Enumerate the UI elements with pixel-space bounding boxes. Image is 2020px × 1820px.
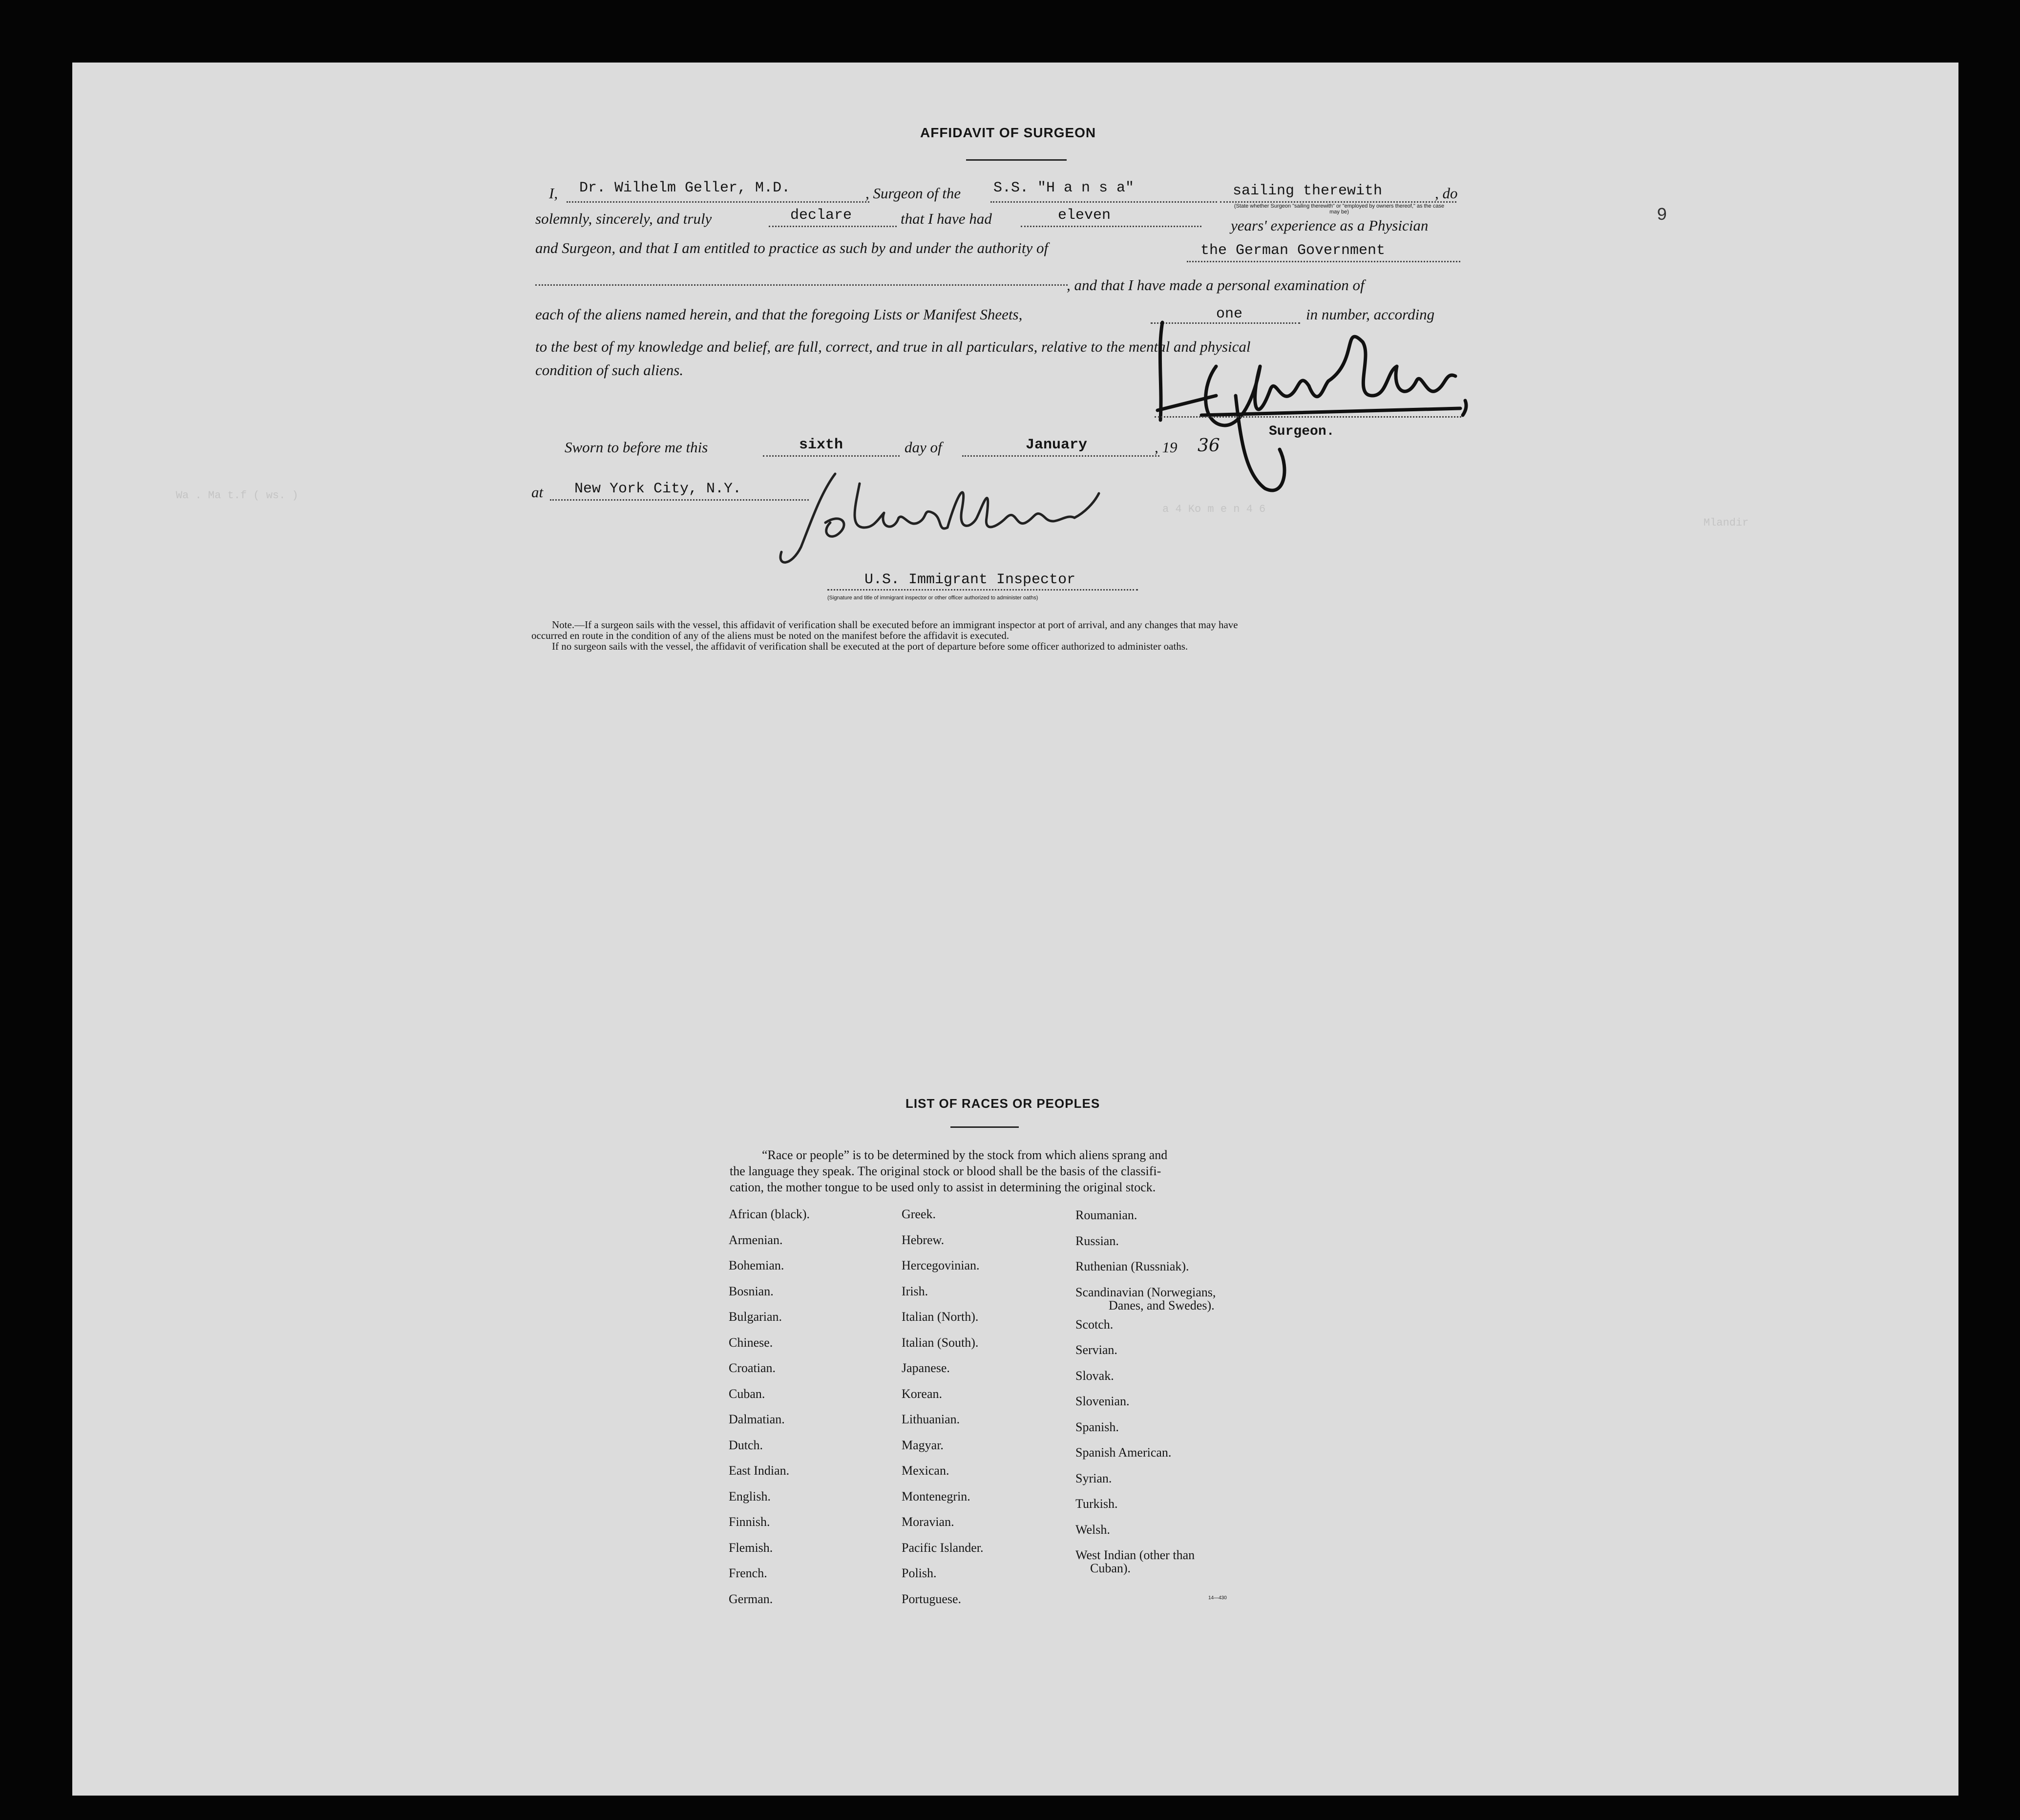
inspector-line [827, 589, 1138, 591]
races-list-column-3 [1075, 1203, 1216, 1575]
race-item: Bohemian. [729, 1258, 784, 1272]
bleed-through-text: a 4 Ko m e n 4 6 [1162, 503, 1266, 515]
line7: condition of such aliens. [535, 361, 684, 379]
note-line-2: occurred en route in the condition of any of the aliens must be noted on the manifest before the affidavit is executed. [531, 630, 1010, 641]
sailing-value: sailing therewith [1233, 183, 1383, 199]
ship-name-line [990, 201, 1217, 203]
line2-end: years' experience as a Physician [1231, 217, 1429, 234]
surgeon-label: Surgeon. [1269, 424, 1335, 439]
affidavit-title: AFFIDAVIT OF SURGEON [920, 125, 1096, 140]
surgeon-signature [1143, 313, 1475, 518]
races-intro-line-3: cation, the mother tongue to be used only to assist in determining the original stock. [730, 1180, 1156, 1194]
race-item: East Indian. [729, 1463, 790, 1478]
years-value: eleven [1058, 207, 1111, 224]
race-item: Dutch. [729, 1438, 763, 1452]
form-number: 14—430 [1208, 1595, 1227, 1601]
day-line [763, 455, 900, 457]
races-list-column-2 [902, 1202, 984, 1612]
sailing-line [1220, 201, 1456, 203]
race-item: Magyar. [902, 1438, 944, 1452]
race-item: Ruthenian (Russniak). [1075, 1259, 1189, 1273]
surgeon-signature-line [1155, 416, 1461, 418]
authority-line [1187, 261, 1460, 262]
line2-mid: that I have had [901, 210, 992, 227]
race-item: Portuguese. [902, 1591, 962, 1606]
race-item: Mexican. [902, 1463, 949, 1478]
year-suffix: 36 [1198, 436, 1220, 456]
race-item: Hercegovinian. [902, 1258, 980, 1272]
race-item: Russian. [1075, 1233, 1119, 1248]
authority-continuation-line [535, 284, 1068, 286]
sheets-value: one [1216, 306, 1243, 322]
line4-end: , and that I have made a personal examination of [1067, 276, 1365, 294]
race-item: Syrian. [1075, 1471, 1112, 1485]
sworn-text: Sworn to before me this [565, 439, 708, 456]
races-intro-line-1: “Race or people” is to be determined by the stock from which aliens sprang and [762, 1148, 1168, 1162]
race-item: Croatian. [729, 1361, 776, 1375]
race-item: Hebrew. [902, 1232, 945, 1247]
race-item: Japanese. [902, 1361, 950, 1375]
race-item: Armenian. [729, 1232, 783, 1247]
races-title: LIST OF RACES OR PEOPLES [905, 1096, 1100, 1111]
sailing-note: (State whether Surgeon "sailing therewith" or "employed by owners thereof," as the case may be) [1234, 203, 1445, 215]
line6: to the best of my knowledge and belief, are full, correct, and true in all particulars, relative to the mental and physical [535, 338, 1251, 355]
race-item: Moravian. [902, 1515, 954, 1529]
race-item: Cuban. [729, 1386, 765, 1401]
bleed-through-text: Mlandir [1704, 517, 1749, 529]
year-prefix: , 19 [1155, 439, 1178, 456]
line5-end: in number, according [1306, 306, 1435, 323]
race-item: Irish. [902, 1284, 928, 1298]
inspector-signature [762, 464, 1114, 576]
race-item: Scotch. [1075, 1317, 1114, 1332]
surgeon-of-text: , Surgeon of the [865, 185, 961, 202]
race-item: Greek. [902, 1207, 936, 1221]
page-number: 9 [1657, 205, 1667, 225]
race-item: Finnish. [729, 1515, 770, 1529]
race-item: Bulgarian. [729, 1310, 782, 1324]
race-item: French. [729, 1566, 767, 1580]
race-item: Korean. [902, 1386, 943, 1401]
race-item: Dalmatian. [729, 1412, 785, 1426]
race-item: Danes, and Swedes). [1109, 1298, 1215, 1312]
at-text: at [531, 484, 544, 501]
race-item: Spanish. [1075, 1419, 1119, 1434]
do-text: , do [1435, 185, 1458, 202]
race-item: Welsh. [1075, 1522, 1110, 1537]
race-item: African (black). [729, 1207, 810, 1221]
surgeon-name: Dr. Wilhelm Geller, M.D. [579, 180, 791, 196]
line3: and Surgeon, and that I am entitled to practice as such by and under the authority of [535, 239, 1049, 256]
races-title-underline [950, 1126, 1019, 1128]
race-item: German. [729, 1591, 773, 1606]
declare-value: declare [790, 207, 852, 224]
race-item: Italian (South). [902, 1335, 979, 1350]
races-list-column-1 [729, 1202, 810, 1612]
race-item: Scandinavian (Norwegians, [1075, 1285, 1216, 1299]
authority-value: the German Government [1200, 242, 1386, 259]
inspector-title: U.S. Immigrant Inspector [864, 571, 1076, 588]
race-item: Slovak. [1075, 1368, 1114, 1383]
race-item: Lithuanian. [902, 1412, 960, 1426]
declare-line [769, 226, 897, 227]
day-of-text: day of [905, 439, 942, 456]
race-item: English. [729, 1489, 771, 1503]
race-item: Roumanian. [1075, 1208, 1137, 1222]
race-item: Slovenian. [1075, 1394, 1130, 1408]
inspector-caption: (Signature and title of immigrant inspector or other officer authorized to administer oaths) [827, 595, 1038, 601]
race-item: Spanish American. [1075, 1445, 1172, 1460]
race-item: Pacific Islander. [902, 1540, 984, 1555]
bleed-through-text: Wa . Ma t.f ( ws. ) [176, 489, 298, 502]
intro-i: I, [549, 185, 558, 202]
race-item: West Indian (other than [1075, 1548, 1195, 1562]
line2-start: solemnly, sincerely, and truly [535, 210, 712, 227]
note-line-3: If no surgeon sails with the vessel, the affidavit of verification shall be executed at the port of departure before some officer authorized to administer oaths. [552, 640, 1188, 652]
years-line [1021, 226, 1201, 227]
races-intro-line-2: the language they speak. The original stock or blood shall be the basis of the classifi- [730, 1164, 1161, 1178]
note-line-1: Note.—If a surgeon sails with the vessel, this affidavit of verification shall be executed before an immigrant inspector at port of arrival, and any changes that may have [552, 619, 1238, 631]
month-value: January [1026, 437, 1088, 453]
surgeon-name-line [567, 201, 869, 203]
race-item: Turkish. [1075, 1497, 1118, 1511]
race-item: Cuban). [1090, 1561, 1131, 1575]
line5-start: each of the aliens named herein, and that the foregoing Lists or Manifest Sheets, [535, 306, 1023, 323]
race-item: Bosnian. [729, 1284, 774, 1298]
race-item: Flemish. [729, 1540, 773, 1555]
race-item: Italian (North). [902, 1310, 979, 1324]
race-item: Chinese. [729, 1335, 773, 1350]
title-underline [966, 159, 1067, 161]
race-item: Montenegrin. [902, 1489, 970, 1503]
month-line [962, 455, 1159, 457]
race-item: Servian. [1075, 1343, 1117, 1357]
ship-name: S.S. "H a n s a" [993, 180, 1135, 196]
day-value: sixth [799, 437, 843, 453]
race-item: Polish. [902, 1566, 937, 1580]
place-value: New York City, N.Y. [574, 481, 742, 497]
